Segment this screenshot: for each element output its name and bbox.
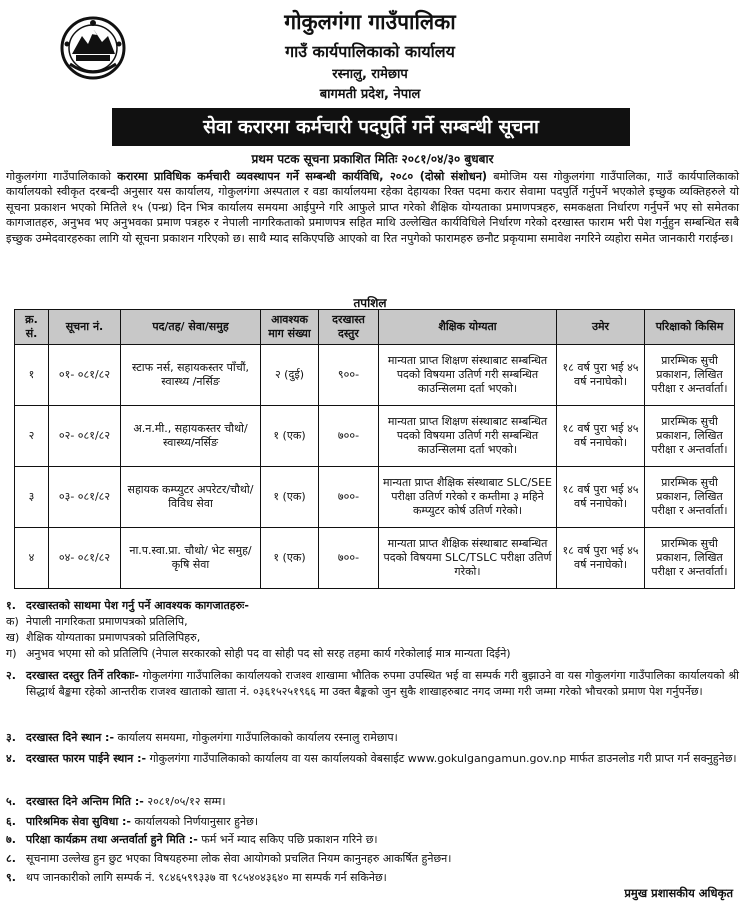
table-row (15, 467, 735, 528)
cell-notice: ०२- ०८१/८२ (49, 406, 121, 467)
cell-age: १८ वर्ष पुरा भई ४५ वर्ष ननाघेको। (557, 467, 645, 528)
note-text: २०८१/०५/१२ सम्म। (143, 795, 226, 808)
cell-post: अ.न.मी., सहायकस्तर चौथो/ स्वास्थ्य/नर्सिङ (121, 406, 261, 467)
col-header-post: पद/तह/ सेवा/समुह (121, 310, 261, 345)
note-number: ख) (6, 631, 20, 644)
table-row (15, 345, 735, 406)
note-number: ७. (6, 833, 16, 846)
cell-qualification: मान्यता प्राप्त शिक्षण संस्थाबाट सम्बन्धित पदको विषयमा उतिर्ण गरी सम्बन्धित काउन्सिलमा दर्ता भएको। (379, 406, 557, 467)
note-title: दरखास्त दिने स्थान :- (26, 731, 115, 744)
note-text: नेपाली नागरिकता प्रमाणपत्रको प्रतिलिपि, (26, 615, 188, 628)
nepal-emblem-icon (58, 14, 128, 82)
note-number: ८. (6, 852, 16, 865)
note-title: दरखास्तको साथमा पेश गर्नु पर्ने आवश्यक कागजातहरुः- (26, 599, 249, 612)
province: बागमती प्रदेश, नेपाल (319, 87, 421, 102)
cell-notice: ०४- ०८१/८२ (49, 528, 121, 589)
cell-fee: ७००- (319, 467, 379, 528)
note-text: शैक्षिक योग्यताका प्रमाणपत्रको प्रतिलिपिहरु, (26, 631, 201, 644)
intro-text-1: गोकुलगंगा गाउँपालिकाको (6, 170, 118, 183)
note-number: ५. (6, 795, 16, 808)
note-number: ९. (6, 871, 16, 884)
cell-fee: ९००- (319, 345, 379, 406)
col-header-notice: सूचना नं. (49, 310, 121, 345)
office-location: रस्नालु, रामेछाप (332, 67, 408, 82)
cell-sn: १ (15, 345, 49, 406)
note-number: ४. (6, 752, 16, 765)
cell-age: १८ वर्ष पुरा भई ४५ वर्ष ननाघेको। (557, 345, 645, 406)
cell-qualification: मान्यता प्राप्त शैक्षिक संस्थाबाट सम्बन्धित पदको विषयमा SLC/TSLC परीक्षा उतिर्ण गरेको। (379, 528, 557, 589)
cell-post: ना.प.स्वा.प्रा. चौथो/ भेट समुह/कृषि सेवा (121, 528, 261, 589)
office-name: गाउँ कार्यपालिकाको कार्यालय (285, 42, 455, 61)
note-title: परिक्षा कार्यक्रम तथा अन्तर्वार्ता हुने मिति :- (26, 833, 198, 846)
note-body (26, 794, 739, 810)
note-body (26, 730, 739, 746)
cell-exam: प्रारम्भिक सुची प्रकाशन, लिखित परीक्षा र अन्तर्वार्ता। (645, 406, 735, 467)
cell-sn: ४ (15, 528, 49, 589)
publish-date: प्रथम पटक सूचना प्रकाशित मितिः २०८१/०४/३० बुधबार (251, 152, 494, 166)
note-body (26, 598, 739, 614)
cell-age: १८ वर्ष पुरा भई ४५ वर्ष ननाघेको। (557, 406, 645, 467)
cell-fee: ७००- (319, 528, 379, 589)
note-text: गोकुलगंगा गाउँपालिकाको कार्यालय वा यस कार्यालयको वेबसाईट www.gokulgangamun.gov.np मार्फत डाउनलोड गरी प्राप्त गर्न सक्नुहुनेछ। (146, 752, 737, 765)
cell-post: सहायक कम्प्युटर अपरेटर/चौथो/विविध सेवा (121, 467, 261, 528)
cell-age: १८ वर्ष पुरा भई ४५ वर्ष ननाघेको। (557, 528, 645, 589)
note-body (26, 814, 739, 830)
note-body (26, 668, 739, 699)
note-text: कार्यालयको निर्णयानुसार हुनेछ। (130, 815, 258, 828)
col-header-exam: परिक्षाको किसिम (645, 310, 735, 345)
col-header-qualification: शैक्षिक योग्यता (379, 310, 557, 345)
col-header-sn: क्र. सं. (15, 310, 49, 345)
col-header-age: उमेर (557, 310, 645, 345)
note-number: १. (6, 599, 16, 612)
note-body (26, 751, 739, 767)
note-text: अनुभव भएमा सो को प्रतिलिपि (नेपाल सरकारको सोही पद वा सोही पद सो सरह तहमा कार्य गरेकोलाई मात्र मान्यता दिईने) (26, 647, 511, 660)
note-title: दरखास्त दस्तुर तिर्ने तरिकाः- (26, 669, 139, 682)
intro-text-2: बमोजिम यस गोकुलगंगा गाउँपालिका, गाउँ कार्यपालिकाको कार्यालयको स्वीकृत दरबन्दी अनुसार यस कार्यालय, गोकुलगंगा अस्पताल र वडा कार्यालयमा रहेका देहायका रिक्त पदमा करार सेवामा पदपुर्ति गर्नुपर्ने भएकोले इच्छुक व्यक्तिहरुले यो सूचना प्रकाशन भएको मितिले १५ (पन्ध्र) दिन भित्र कार्यालय समयमा आईपुग्ने गरि आफुले प्राप्त गरेको शैक्षिक योग्यताका प्रमाणपत्रहरु, समकक्षता निर्धारण गर्नुपर्ने भए सो समेतका कागजातहरु, अनुभव भए अनुभवका प्रमाण पत्रहरु र नेपाली नागरिकताको प्रमाणपत्र सहित माथि उल्लेखित कार्यविधिले निर्धारण गरेको दरखास्त फाराम भरी पेश गर्नुहुन सम्बन्धित सबै इच्छुक उम्मेदवारहरुका लागि यो सूचना प्रकाशन गरिएको छ। साथै म्याद सकिएपछि आएको वा रित नपुगेको फारामहरु छनौट प्रकृयामा समावेश नगरिने व्यहोरा समेत जानकारी गराईन्छ। (6, 170, 739, 245)
cell-count: १ (एक) (261, 406, 319, 467)
note-text: कार्यालय समयमा, गोकुलगंगा गाउँपालिकाको कार्यालय रस्नालु रामेछाप। (114, 731, 398, 744)
intro-bold-text: करारमा प्राविधिक कर्मचारी व्यवस्थापन गर्ने सम्बन्धी कार्यविधि, २०८० (दोस्रो संशोधन) (117, 170, 488, 183)
note-text: सूचनामा उल्लेख हुन छुट भएका विषयहरुमा लोक सेवा आयोगको प्रचलित नियम कानुनहरु आकर्षित हुनेछन। (26, 852, 452, 865)
cell-exam: प्रारम्भिक सुची प्रकाशन, लिखित परीक्षा र अन्तर्वार्ता। (645, 345, 735, 406)
table-title: तपशिल (353, 296, 387, 310)
col-header-fee: दरखास्त दस्तुर (319, 310, 379, 345)
signature-title: प्रमुख प्रशासकीय अधिकृत (624, 886, 733, 900)
cell-count: १ (एक) (261, 528, 319, 589)
note-text: थप जानकारीको लागि सम्पर्क नं. ९८४६५९९३३७ वा ९८५४०४३६४० मा सम्पर्क गर्न सकिनेछ। (26, 871, 387, 884)
table-row (15, 406, 735, 467)
notice-title-banner: सेवा करारमा कर्मचारी पदपुर्ति गर्ने सम्बन्धी सूचना (112, 108, 630, 146)
col-header-count: आवश्यक माग संख्या (261, 310, 319, 345)
cell-sn: ३ (15, 467, 49, 528)
note-number: २. (6, 669, 16, 682)
cell-exam: प्रारम्भिक सुची प्रकाशन, लिखित परीक्षा र अन्तर्वार्ता। (645, 528, 735, 589)
org-name: गोकुलगंगा गाउँपालिका (284, 10, 456, 34)
cell-count: २ (दुई) (261, 345, 319, 406)
vacancy-table (14, 309, 735, 589)
table-header-row (15, 310, 735, 345)
note-text: फर्म भर्ने म्याद सकिए पछि प्रकाशन गरिने छ। (197, 833, 378, 846)
note-title: दरखास्त फारम पाईने स्थान :- (26, 752, 147, 765)
cell-post: स्टाफ नर्स, सहायकस्तर पाँचौं, स्वास्थ्य /नर्सिङ (121, 345, 261, 406)
cell-notice: ०३- ०८१/८२ (49, 467, 121, 528)
note-number: ६. (6, 815, 16, 828)
cell-exam: प्रारम्भिक सुची प्रकाशन, लिखित परीक्षा र अन्तर्वार्ता। (645, 467, 735, 528)
note-number: क) (6, 615, 19, 628)
note-body (26, 832, 739, 848)
intro-paragraph (6, 169, 739, 246)
note-number: ग) (6, 647, 17, 660)
cell-fee: ७००- (319, 406, 379, 467)
cell-qualification: मान्यता प्राप्त शैक्षिक संस्थाबाट SLC/SEE परीक्षा उतिर्ण गरेको र कम्तीमा ३ महिने कम्प्युटर कोर्ष उतिर्ण गरेको। (379, 467, 557, 528)
note-title: पारिश्रमिक सेवा सुविधा :- (26, 815, 131, 828)
note-text: गोकुलगंगा गाउँपालिका कार्यालयको राजश्व शाखामा भौतिक रुपमा उपस्थित भई वा सम्पर्क गरी बुझाउने वा यस गोकुलगंगा गाउँपालिका कार्यालयको श्री सिद्धार्थ बैङ्कमा रहेको आन्तरीक राजश्व खाताको खाता नं. ०३६१५२५१९६६ मा उक्त बैङ्कको जुन सुकै शाखाहरुबाट नगद जम्मा गरी जम्मा गरेको भौचरको प्रमाण पेश गर्नुपर्नेछ। (26, 669, 739, 698)
cell-qualification: मान्यता प्राप्त शिक्षण संस्थाबाट सम्बन्धित पदको विषयमा उतिर्ण गरी सम्बन्धित काउन्सिलमा दर्ता भएको। (379, 345, 557, 406)
cell-notice: ०१- ०८१/८२ (49, 345, 121, 406)
table-row (15, 528, 735, 589)
note-title: दरखास्त दिने अन्तिम मिति :- (26, 795, 144, 808)
cell-count: १ (एक) (261, 467, 319, 528)
note-number: ३. (6, 731, 16, 744)
cell-sn: २ (15, 406, 49, 467)
